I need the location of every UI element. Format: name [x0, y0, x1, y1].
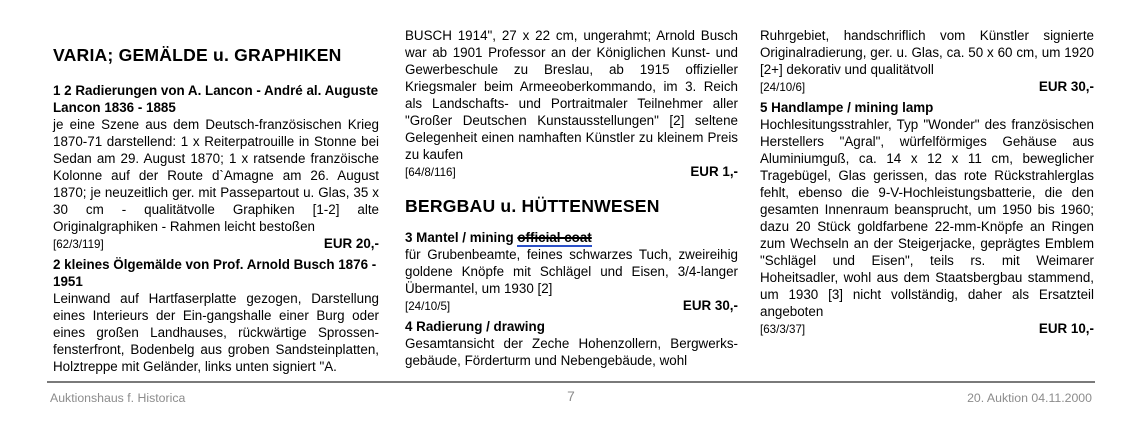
lot-3-deleted-text: official coat: [517, 230, 592, 245]
lot-5-refline: [760, 320, 1094, 338]
lot-2-title: 2 kleines Ölgemälde von Prof. Arnold Busch 1876 - 1951: [53, 257, 377, 289]
lot-2-description: Leinwand auf Hartfaserplatte gezogen, Darstellung eines Interieurs der Ein-gangshalle einer Burg oder eines großen Landhauses, rückwärtige Sprossenfensterfront, Bodenbelg aus groben Sandsteinplatten, Holztreppe mit Geländer, links unten signiert "A.: [53, 291, 379, 374]
lot-5-price: EUR 10,-: [1038, 321, 1094, 336]
lot-2-price: EUR 1,-: [690, 164, 738, 179]
footer-auction-date: 20. Auktion 04.11.2000: [967, 391, 1092, 405]
lot-4-reference-number: [24/10/6]: [760, 81, 806, 94]
lot-2-refline: [405, 163, 738, 181]
lot-3-refline: [405, 297, 738, 315]
lot-1-price: EUR 20,-: [323, 236, 379, 251]
lot-4-refline: [760, 78, 1094, 96]
footer-divider-rule: [47, 381, 1095, 383]
lot-4-description-continued: Ruhrgebiet, handschriflich vom Künstler signierte Originalradierung, ger. u. Glas, ca. 50 x 60 cm, um 1920 [2+] dekorativ und qualitätvoll: [760, 28, 1094, 77]
lot-3-price: EUR 30,-: [682, 298, 738, 313]
lot-3-description: für Grubenbeamte, feines schwarzes Tuch, zweireihig goldene Knöpfe mit Schlägel und Eisen, 3/4-langer Übermantel, um 1930 [2]: [405, 247, 738, 296]
lot-1-refline: [53, 235, 379, 253]
lot-1-reference-number: [62/3/119]: [53, 238, 104, 251]
lot-3-deleted-text-underline: [517, 230, 591, 247]
lot-4-description: Gesamtansicht der Zeche Hohenzollern, Bergwerksgebäude, Förderturm und Nebengebäude, wohl: [405, 336, 738, 368]
lot-4-price: EUR 30,-: [1038, 79, 1094, 94]
footer-auction-house-name: Auktionshaus f. Historica: [50, 391, 186, 405]
lot-5-description: Hochlesitungsstrahler, Typ "Wonder" des französischen Herstellers "Agral", würfelförmiges Gehäuse aus Aluminiumguß, ca. 14 x 12 x 11 cm, beweglicher Tragebügel, Glas gerissen, das rote Rückstrahlerglas fehlt, ebenso die 9-V-Hochleistungsbatterie, die den gesamten Innenraum beansprucht, um 1950 bis 1960; dazu 20 Stück goldfarbene 22-mm-Knöpfe an Ringen zum Wechseln an der Steigerjacke, geprägtes Emblem "Schlägel und Eisen", teils rs. mit Weimarer Hoheitsadler, wohl aus dem Staatsbergbau stammend, um 1930 [3] nicht vollständig, daher als Ersatzteil angeboten: [760, 117, 1094, 319]
lot-1-title: 1 2 Radierungen von A. Lancon - André al. Auguste Lancon 1836 - 1885: [53, 83, 379, 115]
lot-3-title: [405, 229, 738, 246]
column-1: [53, 45, 379, 375]
lot-2-description-continued: BUSCH 1914", 27 x 22 cm, ungerahmt; Arnold Busch war ab 1901 Professor an der Königlichen Kunst- und Gewerbeschule zu Breslau, ab 1915 offizieller Kriegsmaler beim Armeeoberkommando, im 3. Reich als Landschafts- und Portraitmaler Teilnehmer aller "Großer Deutschen Kunstausstellungen" [2] seltene Gelegenheit einen namhaften Künstler zu kleinem Preis zu kaufen: [405, 28, 738, 162]
section-heading-varia-gemaelde: VARIA; GEMÄLDE u. GRAPHIKEN: [53, 45, 342, 65]
column-2: [405, 27, 738, 369]
lot-2-reference-number: [64/8/116]: [405, 166, 456, 179]
footer-page-number: 7: [567, 389, 575, 404]
lot-5-reference-number: [63/3/37]: [760, 323, 806, 336]
lot-5-title: 5 Handlampe / mining lamp: [760, 100, 934, 115]
lot-3-title-prefix: 3 Mantel / mining: [405, 230, 518, 245]
column-3: [760, 27, 1094, 341]
lot-4-title: 4 Radierung / drawing: [405, 319, 545, 334]
lot-1-description: je eine Szene aus dem Deutsch-französischen Krieg 1870-71 darstellend: 1 x Reiterpatrouille in Stonne bei Sedan am 29. August 1870; 1 x ratsende franzöische Kolonne auf der Route d`Amagne am 26. August 1870; je neuzeitlich ger. mit Passepartout u. Glas, 35 x 30 cm - qualitätvolle Graphiken [1-2] alte Originalgraphiken - Rahmen leicht bestoßen: [53, 117, 379, 234]
section-heading-bergbau-huettenwesen: BERGBAU u. HÜTTENWESEN: [405, 196, 660, 216]
lot-3-reference-number: [24/10/5]: [405, 300, 451, 313]
